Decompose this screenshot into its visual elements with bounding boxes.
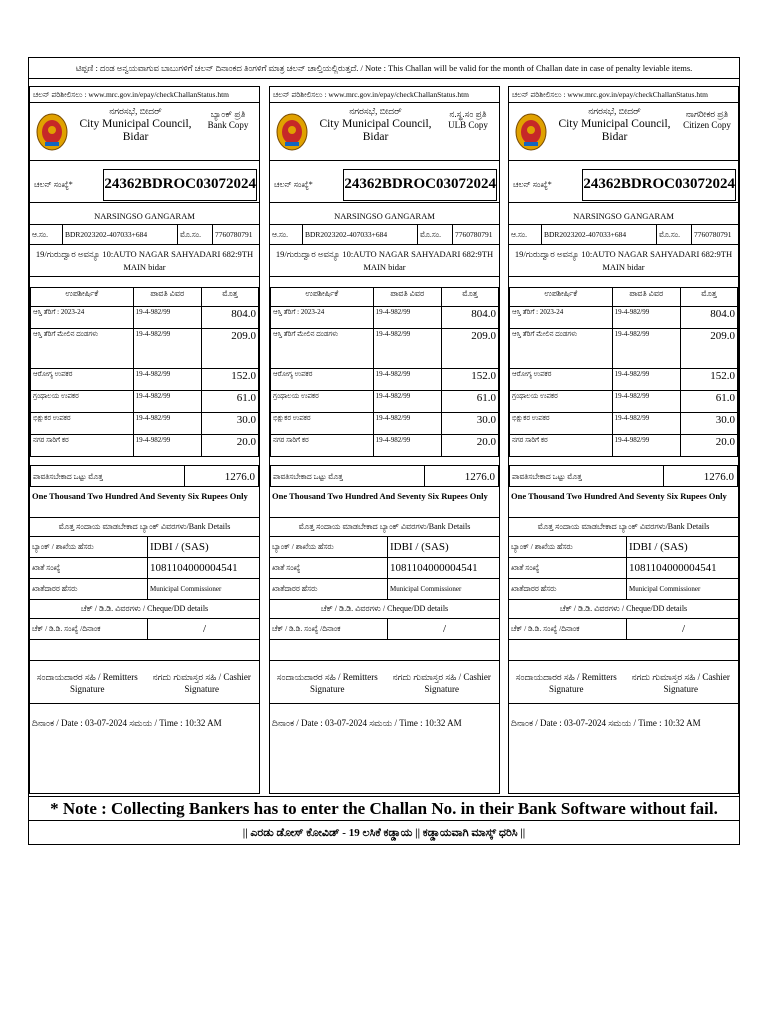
bank-details [509,517,738,640]
challan-copy-3 [508,86,739,794]
id-row [30,225,259,245]
fee-amount: 152.0 [441,369,498,391]
cheque-value: / [202,623,207,635]
fee-row [271,307,499,329]
fee-detail: 19-4-982/99 [373,369,441,391]
fee-detail: 19-4-982/99 [373,391,441,413]
fee-header-head: ಉಪಶೀರ್ಷಿಕೆ [510,288,613,307]
fee-head: ಆಸ್ತಿ ತೆರಿಗೆ ಮೇಲಿನ ದಂಡಗಳು [31,329,134,369]
total-amount: 1276.0 [224,471,255,483]
fee-header-amount: ಮೊತ್ತ [201,288,258,307]
id-value: BDR2023202-407033+684 [63,225,178,244]
total-label: ಪಾವತಿಸಬೇಕಾದ ಒಟ್ಟು ಮೊತ್ತ [31,466,185,486]
signature-row [270,660,499,704]
fee-amount: 209.0 [680,329,737,369]
address: 19/ಗುರುದ್ವಾರ ಅವನ್ಯೂ 10:AUTO NAGAR SAHYADARI 682:9TH MAIN bidar [509,245,738,277]
fee-head: ಆರೋಗ್ಯ ಉಪಕರ [271,369,374,391]
fee-head: ಆರೋಗ್ಯ ಉಪಕರ [510,369,613,391]
copy-label-en: Bank Copy [207,120,249,130]
fee-row [510,307,738,329]
fee-head: ಭಿಕ್ಷುಕರ ಉಪಕರ [510,413,613,435]
payer-name: NARSINGSO GANGARAM [270,207,499,225]
fee-head: ಆಸ್ತಿ ತೆರಿಗೆ ಮೇಲಿನ ದಂಡಗಳು [271,329,374,369]
challan-number-row [30,167,259,203]
fee-detail: 19-4-982/99 [133,435,201,457]
mobile-number: 7760780791 [215,230,253,239]
fee-head: ಭಿಕ್ಷುಕರ ಉಪಕರ [271,413,374,435]
council-name-en: City Municipal Council, Bidar [79,118,192,143]
fee-detail: 19-4-982/99 [373,329,441,369]
id-value: BDR2023202-407033+684 [303,225,418,244]
mobile-number: 7760780791 [694,230,732,239]
total-in-words: One Thousand Two Hundred And Seventy Six Rupees Only [272,491,488,501]
challan-number: 24362BDROC03072024 [343,169,497,201]
remitter-signature: ಸಂದಾಯದಾರರ ಸಹಿ / Remitters Signature [515,672,617,694]
covid-footer: || ಎರಡು ಡೋಸ್ ಕೋವಿಡ್ - 19 ಲಸಿಕೆ ಕಡ್ಡಾಯ || ಕಡ್ಡಾಯವಾಗಿ ಮಾಸ್ಕ್ ಧರಿಸಿ || [29,820,739,845]
cashier-signature: ನಗದು ಗುಮಾಸ್ತರ ಸಹಿ / Cashier Signature [392,672,491,694]
total-row [30,465,259,487]
council-header [509,103,738,161]
fee-header-amount: ಮೊತ್ತ [441,288,498,307]
account-number: 1081104000004541 [390,562,478,574]
date-time: ದಿನಾಂಕ / Date : 03-07-2024 ಸಮಯ / Time : 10:32 AM [511,718,701,728]
total-amount: 1276.0 [464,471,495,483]
fee-row [31,391,259,413]
id-row [270,225,499,245]
holder-label: ಖಾತೆದಾರರ ಹೆಸರು [509,579,627,599]
fee-amount: 152.0 [201,369,258,391]
bankers-note: * Note : Collecting Bankers has to enter the Challan No. in their Bank Software without fail. [29,796,739,821]
challan-copy-1 [29,86,260,794]
fee-detail: 19-4-982/99 [373,307,441,329]
bank-branch: IDBI / (SAS) [390,541,449,553]
fee-head: ನಗರ ಸಾರಿಗೆ ಕರ [510,435,613,457]
copy-label-en: ULB Copy [448,120,488,130]
fee-table [509,287,738,457]
fee-row [510,391,738,413]
payer-name: NARSINGSO GANGARAM [30,207,259,225]
fee-amount: 61.0 [680,391,737,413]
cheque-label: ಚೆಕ್ / ಡಿ.ಡಿ. ಸಂಖ್ಯೆ /ದಿನಾಂಕ [270,619,388,639]
copy-label-kn: ನಾಗರೀಕರ ಪ್ರತಿ [685,109,729,119]
account-label: ಖಾತೆ ಸಂಖ್ಯೆ [270,558,388,578]
fee-detail: 19-4-982/99 [133,329,201,369]
fee-head: ಆಸ್ತಿ ತೆರಿಗೆ : 2023-24 [271,307,374,329]
id-label: ಆ.ಸಂ. [509,225,542,244]
fee-row [271,369,499,391]
fee-row [271,329,499,369]
fee-amount: 209.0 [201,329,258,369]
fee-row [510,413,738,435]
signature-row [30,660,259,704]
fee-head: ಗ್ರಂಥಾಲಯ ಉಪಕರ [510,391,613,413]
fee-detail: 19-4-982/99 [612,413,680,435]
council-emblem-icon [509,103,553,160]
fee-detail: 19-4-982/99 [612,435,680,457]
account-number: 1081104000004541 [629,562,717,574]
fee-amount: 20.0 [201,435,258,457]
bank-branch-label: ಬ್ಯಾಂಕ್ / ಶಾಖೆಯ ಹೆಸರು [30,537,148,557]
id-label: ಆ.ಸಂ. [30,225,63,244]
challan-number-row [509,167,738,203]
bank-header: ಮೊತ್ತ ಸಂದಾಯ ಮಾಡಬೇಕಾದ ಬ್ಯಾಂಕ್ ವಿವರಗಳು/Bank Details [509,518,738,537]
cashier-signature: ನಗದು ಗುಮಾಸ್ತರ ಸಹಿ / Cashier Signature [152,672,251,694]
cashier-signature: ನಗದು ಗುಮಾಸ್ತರ ಸಹಿ / Cashier Signature [631,672,730,694]
fee-amount: 804.0 [680,307,737,329]
id-value: BDR2023202-407033+684 [542,225,657,244]
bank-branch: IDBI / (SAS) [150,541,209,553]
challan-copy-2 [269,86,500,794]
fee-amount: 20.0 [441,435,498,457]
fee-detail: 19-4-982/99 [612,329,680,369]
fee-head: ಆಸ್ತಿ ತೆರಿಗೆ : 2023-24 [510,307,613,329]
cheque-label: ಚೆಕ್ / ಡಿ.ಡಿ. ಸಂಖ್ಯೆ /ದಿನಾಂಕ [509,619,627,639]
id-label: ಆ.ಸಂ. [270,225,303,244]
fee-head: ಗ್ರಂಥಾಲಯ ಉಪಕರ [271,391,374,413]
fee-amount: 804.0 [201,307,258,329]
remitter-signature: ಸಂದಾಯದಾರರ ಸಹಿ / Remitters Signature [36,672,138,694]
total-in-words: One Thousand Two Hundred And Seventy Six Rupees Only [511,491,727,501]
mobile-label: ಮೊ.ಸಂ. [178,225,213,244]
account-label: ಖಾತೆ ಸಂಖ್ಯೆ [509,558,627,578]
cheque-value: / [442,623,447,635]
council-name-kn: ನಗರಸಭೆ, ಬೀದರ್ [588,106,641,116]
payer-name: NARSINGSO GANGARAM [509,207,738,225]
account-holder: Municipal Commissioner [390,585,462,593]
bank-branch-label: ಬ್ಯಾಂಕ್ / ಶಾಖೆಯ ಹೆಸರು [509,537,627,557]
council-emblem-icon [270,103,314,160]
holder-label: ಖಾತೆದಾರರ ಹೆಸರು [30,579,148,599]
fee-head: ಗ್ರಂಥಾಲಯ ಉಪಕರ [31,391,134,413]
challan-number: 24362BDROC03072024 [103,169,257,201]
fee-detail: 19-4-982/99 [133,413,201,435]
cheque-header: ಚೆಕ್ / ಡಿ.ಡಿ. ವಿವರಗಳು / Cheque/DD details [509,600,738,619]
fee-amount: 152.0 [680,369,737,391]
date-time: ದಿನಾಂಕ / Date : 03-07-2024 ಸಮಯ / Time : 10:32 AM [32,718,222,728]
challan-number: 24362BDROC03072024 [582,169,736,201]
fee-row [31,413,259,435]
cheque-value: / [681,623,686,635]
bank-header: ಮೊತ್ತ ಸಂದಾಯ ಮಾಡಬೇಕಾದ ಬ್ಯಾಂಕ್ ವಿವರಗಳು/Bank Details [30,518,259,537]
fee-detail: 19-4-982/99 [612,391,680,413]
challan-label: ಚಲನ್ ಸಂಖ್ಯೆ* [34,179,73,189]
fee-header-head: ಉಪಶೀರ್ಷಿಕೆ [31,288,134,307]
date-time: ದಿನಾಂಕ / Date : 03-07-2024 ಸಮಯ / Time : 10:32 AM [272,718,462,728]
status-url: ಚಲನ್ ಪರಿಶೀಲಿಸಲು : www.mrc.gov.in/epay/checkChallanStatus.htm [270,87,499,103]
fee-head: ಆಸ್ತಿ ತೆರಿಗೆ ಮೇಲಿನ ದಂಡಗಳು [510,329,613,369]
fee-head: ಭಿಕ್ಷುಕರ ಉಪಕರ [31,413,134,435]
fee-amount: 61.0 [201,391,258,413]
bank-header: ಮೊತ್ತ ಸಂದಾಯ ಮಾಡಬೇಕಾದ ಬ್ಯಾಂಕ್ ವಿವರಗಳು/Bank Details [270,518,499,537]
fee-detail: 19-4-982/99 [133,391,201,413]
fee-detail: 19-4-982/99 [133,307,201,329]
bank-branch-label: ಬ್ಯಾಂಕ್ / ಶಾಖೆಯ ಹೆಸರು [270,537,388,557]
fee-detail: 19-4-982/99 [612,307,680,329]
mobile-label: ಮೊ.ಸಂ. [657,225,692,244]
fee-detail: 19-4-982/99 [612,369,680,391]
bank-details [30,517,259,640]
cheque-header: ಚೆಕ್ / ಡಿ.ಡಿ. ವಿವರಗಳು / Cheque/DD details [270,600,499,619]
fee-row [31,369,259,391]
council-emblem-icon [30,103,74,160]
total-row [270,465,499,487]
challan-number-row [270,167,499,203]
fee-header-detail: ಪಾವತಿ ವಿವರ [612,288,680,307]
challan-label: ಚಲನ್ ಸಂಖ್ಯೆ* [513,179,552,189]
fee-header-detail: ಪಾವತಿ ವಿವರ [373,288,441,307]
cheque-label: ಚೆಕ್ / ಡಿ.ಡಿ. ಸಂಖ್ಯೆ /ದಿನಾಂಕ [30,619,148,639]
total-label: ಪಾವತಿಸಬೇಕಾದ ಒಟ್ಟು ಮೊತ್ತ [271,466,425,486]
fee-row [271,413,499,435]
fee-head: ಆಸ್ತಿ ತೆರಿಗೆ : 2023-24 [31,307,134,329]
fee-row [510,369,738,391]
fee-table [270,287,499,457]
fee-head: ನಗರ ಸಾರಿಗೆ ಕರ [271,435,374,457]
account-number: 1081104000004541 [150,562,238,574]
council-name-kn: ನಗರಸಭೆ, ಬೀದರ್ [109,106,162,116]
fee-head: ನಗರ ಸಾರಿಗೆ ಕರ [31,435,134,457]
fee-table [30,287,259,457]
fee-amount: 30.0 [441,413,498,435]
bank-details [270,517,499,640]
cheque-header: ಚೆಕ್ / ಡಿ.ಡಿ. ವಿವರಗಳು / Cheque/DD details [30,600,259,619]
total-row [509,465,738,487]
bank-branch: IDBI / (SAS) [629,541,688,553]
remitter-signature: ಸಂದಾಯದಾರರ ಸಹಿ / Remitters Signature [276,672,378,694]
status-url: ಚಲನ್ ಪರಿಶೀಲಿಸಲು : www.mrc.gov.in/epay/checkChallanStatus.htm [30,87,259,103]
signature-row [509,660,738,704]
fee-amount: 209.0 [441,329,498,369]
challan-label: ಚಲನ್ ಸಂಖ್ಯೆ* [274,179,313,189]
council-name-en: City Municipal Council, Bidar [319,118,432,143]
mobile-label: ಮೊ.ಸಂ. [418,225,453,244]
total-in-words: One Thousand Two Hundred And Seventy Six Rupees Only [32,491,248,501]
fee-row [31,435,259,457]
total-label: ಪಾವತಿಸಬೇಕಾದ ಒಟ್ಟು ಮೊತ್ತ [510,466,664,486]
council-header [30,103,259,161]
copy-label-en: Citizen Copy [683,120,731,130]
id-row [509,225,738,245]
copy-label-kn: ಬ್ಯಾಂಕ್ ಪ್ರತಿ [210,109,246,119]
address: 19/ಗುರುದ್ವಾರ ಅವನ್ಯೂ 10:AUTO NAGAR SAHYADARI 682:9TH MAIN bidar [30,245,259,277]
fee-detail: 19-4-982/99 [133,369,201,391]
fee-row [271,391,499,413]
fee-amount: 30.0 [201,413,258,435]
fee-row [510,435,738,457]
fee-amount: 804.0 [441,307,498,329]
address: 19/ಗುರುದ್ವಾರ ಅವನ್ಯೂ 10:AUTO NAGAR SAHYADARI 682:9TH MAIN bidar [270,245,499,277]
fee-amount: 20.0 [680,435,737,457]
council-name-kn: ನಗರಸಭೆ, ಬೀದರ್ [349,106,402,116]
fee-row [31,329,259,369]
fee-header-detail: ಪಾವತಿ ವಿವರ [133,288,201,307]
account-label: ಖಾತೆ ಸಂಖ್ಯೆ [30,558,148,578]
validity-note: ಟಿಪ್ಪಣಿ : ದಂಡ ಅನ್ವಯವಾಗುವ ಬಾಬುಗಳಿಗೆ ಚಲನ್ ದಿನಾಂಕದ ತಿಂಗಳಿಗೆ ಮಾತ್ರ ಚಲನ್ ಚಾಲ್ತಿಯಲ್ಲಿರುತ್ತದೆ. / Note : This Challan will be valid for the month of Challan date in case of penalty leviable items. [29,58,739,79]
council-header [270,103,499,161]
fee-row [31,307,259,329]
account-holder: Municipal Commissioner [629,585,701,593]
fee-amount: 30.0 [680,413,737,435]
copy-label-kn: ನ.ಸ್ಥ.ಸಂ ಪ್ರತಿ [449,109,487,119]
fee-amount: 61.0 [441,391,498,413]
council-name-en: City Municipal Council, Bidar [558,118,671,143]
mobile-number: 7760780791 [455,230,493,239]
fee-header-head: ಉಪಶೀರ್ಷಿಕೆ [271,288,374,307]
holder-label: ಖಾತೆದಾರರ ಹೆಸರು [270,579,388,599]
fee-head: ಆರೋಗ್ಯ ಉಪಕರ [31,369,134,391]
fee-detail: 19-4-982/99 [373,413,441,435]
total-amount: 1276.0 [703,471,734,483]
fee-detail: 19-4-982/99 [373,435,441,457]
status-url: ಚಲನ್ ಪರಿಶೀಲಿಸಲು : www.mrc.gov.in/epay/checkChallanStatus.htm [509,87,738,103]
challan-form [28,57,740,845]
fee-row [510,329,738,369]
fee-header-amount: ಮೊತ್ತ [680,288,737,307]
account-holder: Municipal Commissioner [150,585,222,593]
fee-row [271,435,499,457]
